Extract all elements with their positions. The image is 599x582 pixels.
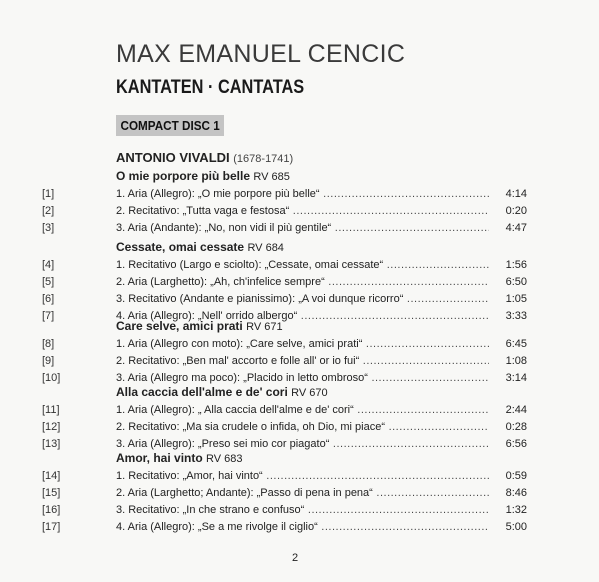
track-description: 3. Aria (Andante): „No, non vidi il più gentile“ .....	[116, 220, 489, 237]
track-description: 2. Recitativo: „Ma sia crudele o infida, oh Dio, mi piace“ .....	[116, 419, 489, 436]
track-duration: 1:05	[489, 291, 527, 308]
work-title	[116, 385, 328, 399]
track-row	[0, 203, 599, 220]
track-row	[0, 419, 599, 436]
track-duration: 0:20	[489, 203, 527, 220]
track-description: 3. Aria (Allegro ma poco): „Placido in letto ombroso“ .....	[116, 370, 489, 387]
track-row	[0, 257, 599, 274]
track-duration: 1:32	[489, 502, 527, 519]
track-number: [12]	[42, 421, 61, 433]
track-number: [4]	[42, 259, 55, 271]
track-duration: 3:33	[489, 308, 527, 325]
track-row	[0, 502, 599, 519]
track-description: 2. Recitativo: „Tutta vaga e festosa“ .....	[116, 203, 489, 220]
work-title-text: Alla caccia dell'alme e de' cori	[116, 385, 288, 399]
work-catalog-number: RV 671	[246, 321, 283, 333]
work-title	[116, 240, 284, 254]
track-duration: 2:44	[489, 402, 527, 419]
composer-name: ANTONIO VIVALDI	[116, 150, 230, 165]
track-duration: 6:45	[489, 336, 527, 353]
track-description: 3. Recitativo (Andante e pianissimo): „A voi dunque ricorro“ .....	[116, 291, 489, 308]
track-duration: 0:28	[489, 419, 527, 436]
track-number: [10]	[42, 372, 61, 384]
track-row	[0, 468, 599, 485]
track-duration: 6:50	[489, 274, 527, 291]
track-number: [7]	[42, 310, 55, 322]
track-description: 2. Aria (Larghetto; Andante): „Passo di pena in pena“ .....	[116, 485, 489, 502]
album-subtitle: KANTATEN · CANTATAS	[116, 77, 305, 98]
track-number: [2]	[42, 205, 55, 217]
page-number: 2	[292, 552, 299, 564]
track-row	[0, 336, 599, 353]
track-description: 2. Recitativo: „Ben mal' accorto e folle all' or io fui“ .....	[116, 353, 489, 370]
work-catalog-number: RV 670	[291, 387, 328, 399]
track-number: [15]	[42, 487, 61, 499]
composer-dates: (1678-1741)	[233, 153, 294, 165]
composer-heading	[116, 150, 293, 165]
track-number: [6]	[42, 293, 55, 305]
track-number: [17]	[42, 521, 61, 533]
work-title-text: Care selve, amici prati	[116, 319, 243, 333]
track-duration: 1:56	[489, 257, 527, 274]
track-description: 3. Recitativo: „In che strano e confuso“ .....	[116, 502, 489, 519]
track-description: 4. Aria (Allegro): „Nell' orrido albergo“ .....	[116, 308, 489, 325]
track-description: 1. Recitativo: „Amor, hai vinto“ .....	[116, 468, 489, 485]
track-number: [14]	[42, 470, 61, 482]
track-row	[0, 485, 599, 502]
track-description: 1. Recitativo (Largo e sciolto): „Cessate, omai cessate“ .....	[116, 257, 489, 274]
work-title-text: Amor, hai vinto	[116, 451, 203, 465]
track-row	[0, 519, 599, 536]
track-duration: 5:00	[489, 519, 527, 536]
track-number: [16]	[42, 504, 61, 516]
work-catalog-number: RV 685	[253, 171, 290, 183]
work-catalog-number: RV 684	[247, 242, 284, 254]
track-number: [1]	[42, 188, 55, 200]
track-row	[0, 274, 599, 291]
artist-name: MAX EMANUEL CENCIC	[116, 40, 406, 68]
track-row	[0, 436, 599, 453]
track-row	[0, 308, 599, 325]
work-title	[116, 319, 283, 333]
track-number: [9]	[42, 355, 55, 367]
work-title-text: Cessate, omai cessate	[116, 240, 245, 254]
track-number: [11]	[42, 404, 60, 416]
disc-label: COMPACT DISC 1	[116, 115, 224, 136]
work-title	[116, 169, 290, 183]
track-number: [5]	[42, 276, 55, 288]
track-row	[0, 220, 599, 237]
track-description: 1. Aria (Allegro): „ Alla caccia dell'alme e de' cori“ .....	[116, 402, 489, 419]
track-description: 1. Aria (Allegro): „O mie porpore più belle“ .....	[116, 186, 489, 203]
work-title	[116, 451, 243, 465]
track-row	[0, 291, 599, 308]
track-duration: 3:14	[489, 370, 527, 387]
track-duration: 4:47	[489, 220, 527, 237]
track-description: 2. Aria (Larghetto): „Ah, ch'infelice sempre“ .....	[116, 274, 489, 291]
work-title-text: O mie porpore più belle	[116, 169, 251, 183]
track-duration: 1:08	[489, 353, 527, 370]
track-number: [8]	[42, 338, 55, 350]
track-duration: 8:46	[489, 485, 527, 502]
track-number: [3]	[42, 222, 55, 234]
work-catalog-number: RV 683	[206, 453, 243, 465]
track-duration: 6:56	[489, 436, 527, 453]
track-row	[0, 186, 599, 203]
track-description: 3. Aria (Allegro): „Preso sei mio cor piagato“ .....	[116, 436, 489, 453]
track-duration: 0:59	[489, 468, 527, 485]
track-description: 4. Aria (Allegro): „Se a me rivolge il ciglio“ .....	[116, 519, 489, 536]
track-description: 1. Aria (Allegro con moto): „Care selve, amici prati“ .....	[116, 336, 489, 353]
track-number: [13]	[42, 438, 61, 450]
track-row	[0, 353, 599, 370]
track-duration: 4:14	[489, 186, 527, 203]
track-row	[0, 402, 599, 419]
